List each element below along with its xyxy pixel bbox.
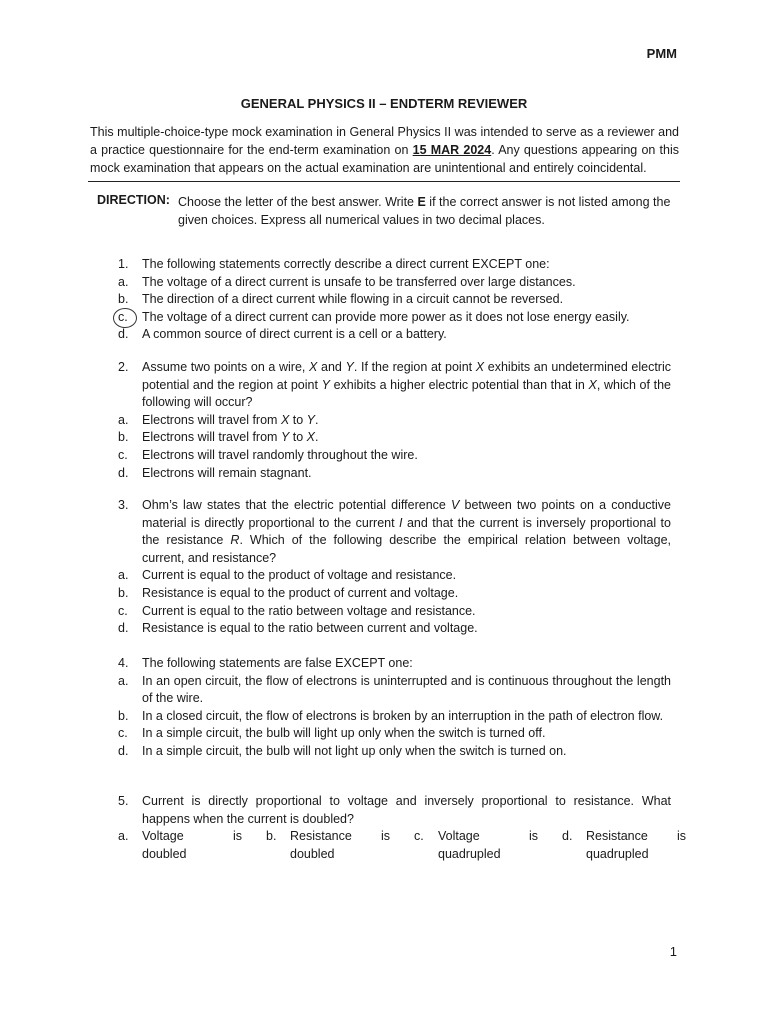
question-number: 5. [118, 794, 129, 808]
choice-part: Electrons will travel from [142, 412, 281, 427]
choice-line: doubled [142, 846, 187, 861]
variable-y: Y [306, 412, 315, 427]
question-text: Current is directly proportional to voltage and inversely proportional to resistance. What happens when the current is doubled? [142, 794, 671, 826]
choice-2d [118, 465, 671, 483]
choice-letter: b. [118, 430, 129, 445]
choice-letter: c. [118, 447, 128, 462]
document-title: GENERAL PHYSICS II – ENDTERM REVIEWER [240, 96, 528, 111]
variable-y: Y [321, 377, 330, 392]
variable-r: R [230, 533, 240, 548]
choice-line: Resistance is [586, 829, 686, 844]
choice-grid [118, 828, 686, 863]
stem-part: exhibits an undetermined electric potential and the region at point [142, 360, 671, 392]
choice-1b [118, 291, 671, 309]
choice-letter: d. [118, 743, 129, 758]
handwritten-answer-circle [113, 308, 137, 328]
choice-line: Resistance is [290, 829, 390, 844]
question-5 [118, 793, 686, 863]
choice-2c [118, 447, 671, 465]
choice-text: Electrons will remain stagnant. [142, 465, 312, 480]
choice-text: A common source of direct current is a cell or a battery. [142, 327, 447, 342]
choice-text: The voltage of a direct current is unsafe to be transferred over large distances. [142, 274, 576, 289]
direction-text-after: if the correct answer is not listed among the given choices. Express all numerical values in two decimal places. [178, 195, 671, 227]
choice-text: Current is equal to the product of voltage and resistance. [142, 568, 457, 583]
choice-letter: b. [266, 829, 277, 844]
choice-text: In an open circuit, the flow of electrons is uninterrupted and is continuous throughout the length of the wire. [142, 673, 671, 706]
choice-1c [118, 309, 671, 327]
choice-text: In a simple circuit, the bulb will light up only when the switch is turned off. [142, 726, 546, 741]
choice-letter: d. [562, 829, 573, 844]
choice-letter: d. [118, 621, 129, 636]
choice-letter: a. [118, 568, 129, 583]
header-code: PMM [646, 46, 677, 61]
direction-label: DIRECTION: [97, 193, 170, 207]
choice-part: to [289, 430, 307, 445]
choice-letter: d. [118, 327, 129, 342]
intro-text-after: . Any questions appearing on this mock examination that appears on the actual examination are unintentional and entirely coincidental. [90, 143, 679, 175]
choice-letter: a. [118, 829, 129, 844]
question-number: 1. [118, 257, 129, 271]
choice-5d [562, 828, 710, 863]
page-number: 1 [669, 944, 677, 959]
choice-text [142, 828, 242, 863]
question-5-stem [118, 793, 671, 828]
stem-part: Assume two points on a wire, [142, 360, 310, 374]
divider-line [88, 181, 680, 182]
choice-text: Electrons will travel randomly throughout the wire. [142, 447, 418, 462]
choice-5c [414, 828, 562, 863]
variable-x: X [475, 360, 485, 374]
question-1 [118, 256, 671, 344]
choice-3b [118, 585, 671, 603]
choice-line: Voltage is [438, 829, 538, 844]
variable-i: I [399, 515, 403, 530]
question-3 [118, 497, 671, 638]
choice-4c [118, 725, 671, 743]
variable-y: Y [345, 360, 354, 374]
stem-part: . If the region at point [353, 360, 476, 374]
choice-text: Resistance is equal to the product of current and voltage. [142, 585, 459, 600]
choice-text [290, 828, 390, 863]
choice-2a [118, 412, 671, 430]
choice-part: . [315, 430, 319, 445]
direction-bold-letter: E [417, 195, 426, 209]
choice-text [142, 429, 671, 447]
choice-3a [118, 567, 671, 585]
stem-part: . Which of the following describe the empirical relation between voltage, current, and resistance? [142, 533, 672, 565]
variable-x: X [280, 412, 290, 427]
choice-line: quadrupled [586, 846, 649, 861]
choice-part: Electrons will travel from [142, 430, 281, 445]
question-text: The following statements correctly describe a direct current EXCEPT one: [142, 257, 550, 271]
intro-paragraph [90, 123, 679, 177]
choice-letter: c. [118, 309, 128, 324]
choice-4a [118, 673, 671, 708]
choice-1a [118, 274, 671, 292]
variable-y: Y [280, 430, 290, 445]
question-4 [118, 655, 671, 761]
choice-5b [266, 828, 414, 863]
choice-1d [118, 326, 671, 344]
question-2-stem [118, 359, 671, 412]
choice-3c [118, 603, 671, 621]
question-1-stem [118, 256, 671, 274]
question-number: 2. [118, 360, 129, 374]
choice-text: Resistance is equal to the ratio between current and voltage. [142, 621, 478, 636]
variable-x: X [309, 360, 318, 374]
stem-part: , which of the following will occur? [142, 377, 672, 410]
variable-v: V [451, 498, 460, 512]
exam-date: 15 MAR 2024 [412, 143, 492, 157]
variable-x: X [306, 430, 315, 445]
question-3-stem [118, 497, 671, 567]
question-text: The following statements are false EXCEPT one: [142, 656, 413, 670]
choice-text [438, 828, 538, 863]
stem-part: exhibits a higher electric potential than that in [329, 377, 589, 392]
choice-text: The direction of a direct current while flowing in a circuit cannot be reversed. [142, 292, 564, 307]
direction-text-before: Choose the letter of the best answer. Write [178, 195, 418, 209]
choice-letter: b. [118, 585, 129, 600]
choice-part: . [315, 412, 319, 427]
choice-letter: a. [118, 412, 129, 427]
question-text [142, 497, 671, 567]
choice-4d [118, 743, 671, 761]
choice-letter: a. [118, 673, 129, 688]
choice-5a [118, 828, 266, 863]
choice-letter: a. [118, 274, 129, 289]
stem-part: and that the current is inversely proportional to the resistance [142, 515, 671, 548]
choice-3d [118, 620, 671, 638]
choice-letter: d. [118, 465, 129, 480]
choice-line: Voltage is [142, 829, 242, 844]
question-2 [118, 359, 671, 482]
intro-text-before: This multiple-choice-type mock examination in General Physics II was intended to serve as a reviewer and a practice questionnaire for the end-term examination on [90, 125, 679, 157]
stem-part: Ohm’s law states that the electric potential difference [142, 498, 452, 512]
variable-x: X [588, 377, 597, 392]
choice-letter: c. [118, 726, 128, 741]
question-text [142, 359, 671, 412]
question-number: 3. [118, 498, 129, 512]
choice-2b [118, 429, 671, 447]
question-4-stem [118, 655, 671, 673]
choice-letter: c. [414, 829, 424, 844]
choice-4b [118, 708, 671, 726]
choice-text [586, 828, 686, 863]
choice-letter: b. [118, 292, 129, 307]
choice-letter: b. [118, 708, 129, 723]
stem-part: and [317, 360, 346, 374]
choice-part: to [289, 412, 307, 427]
choice-text: The voltage of a direct current can provide more power as it does not lose energy easily. [142, 309, 630, 324]
choice-text: In a simple circuit, the bulb will not light up only when the switch is turned on. [142, 743, 567, 758]
choice-line: quadrupled [438, 846, 501, 861]
choice-letter: c. [118, 603, 128, 618]
direction-text [178, 193, 672, 229]
choice-line: doubled [290, 846, 335, 861]
stem-part: between two points on a conductive material is directly proportional to the current [142, 498, 671, 530]
choice-text: In a closed circuit, the flow of electrons is broken by an interruption in the path of electron flow. [142, 708, 664, 723]
choice-text: Current is equal to the ratio between voltage and resistance. [142, 603, 476, 618]
choice-text [142, 412, 671, 430]
question-number: 4. [118, 656, 129, 670]
